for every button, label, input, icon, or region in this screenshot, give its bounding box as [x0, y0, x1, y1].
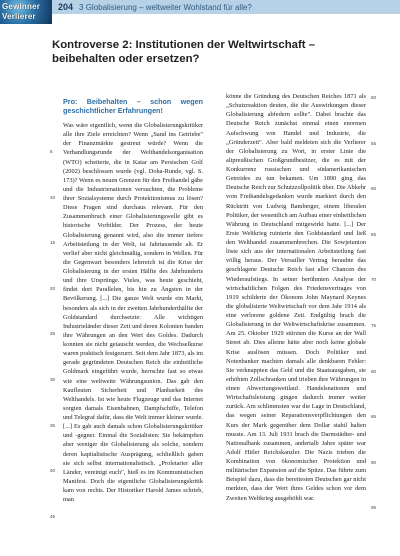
line-number: 60 — [371, 186, 377, 192]
left-column-text: Was wäre eigentlich, wenn die Globalisierungskritiker alle ihre Ziele erreichten? Wenn „Sand ins Getriebe" der Finanzmärkte gestreut würde? Wenn die Verhandlungsrunde der Welthandelsorganisation (WTO) scheiterte, die in Katar am Persischen Golf (2002) beschlossen wurde (vgl. Doha-Runde, vgl. S. 173)? Wenn es neuen Grenzen für den Freihandel gäbe und die Industrienationen versuchten, die Probleme ihrer Sozialsysteme durch Protektionismus zu lösen? Diese Fragen sind durchaus relevant. Für den Zusammenbruch einer Globalisierungswelle gibt es historische Vorbilder. Der Prozess, der heute Globalisierung genannt wird, also die immer tiefere Arbeitsteilung in der Welt, ist Jahrtausende alt. Er verlief aber nicht gleichmäßig, sondern in Wellen. Für die Gegenwart besonders lehrreich ist die Krise der Globalisierung in der ersten Hälfte des Jahrhunderts und ihre Ursprünge. Vieles, was heute geschieht, findet dort Parallelen, bis hin zu Ängsten in der Bevölkerung. [...] Die ganze Welt wurde ein Markt, besonders als sich in der zweiten Jahrhunderthälfte der Goldstandard durchsetzte: Alle wichtigen Industrieländer dieser Zeit und deren Kolonien banden ihre Währungen an den Wert des Goldes. Dadurch konnten sie nicht getauscht werden, die Wechselkurse waren praktisch festgezurrt. Seit dem Jahr 1873, als im gerade gegründeten Deutschen Reich die einheitliche Goldmark eingeführt wurde, herrschte fast so etwas wie eine weltweite Währungsunion. Das gab den Kaufleuten Sicherheit und Planbarkeit des Welthandels. Ist wie heute Flugzeuge und das Internet sorgten damals Eisenbahnen, Dampfschiffe, Telefon und Telegraf dafür, dass die Welt immer kleiner wurde. [...] Es gab auch damals schon Globalisierungskritiker und -gegner. Einmal die Sozialisten: Sie bekämpften aber weniger die Globalisierung als solche, sondern deren kapitalistische Ausprägung, schließlich gaben sie sich selbst internationalistisch. „Proletarier aller Länder, vereinigt euch", hieß es im Kommunistischen Manifest. Doch die eigentliche Globalisierungskritik kam von rechts. Der Historiker Harold James schrieb, man — [63, 122, 203, 504]
line-number: 85 — [371, 414, 377, 420]
logo-line-1: Gewinner — [2, 2, 41, 11]
line-number: 80 — [371, 368, 377, 374]
section-subheading: Pro: Beibehalten – schon wegen geschichtlicher Erfahrungen! — [63, 97, 203, 115]
page-title: Kontroverse 2: Institutionen der Weltwirtschaft – beibehalten oder ersetzen? — [52, 39, 316, 65]
line-number: 25 — [50, 331, 56, 337]
line-number: 90 — [371, 459, 377, 465]
line-number: 45 — [50, 513, 56, 519]
line-number: 95 — [371, 505, 377, 511]
line-number: 20 — [50, 285, 56, 291]
right-column — [226, 92, 366, 503]
line-number: 35 — [50, 422, 56, 428]
line-number: 65 — [371, 231, 377, 237]
chapter-bar — [52, 0, 400, 14]
line-number: 40 — [50, 468, 56, 474]
line-number: 30 — [50, 377, 56, 382]
line-number: 15 — [50, 240, 56, 246]
line-number: 55 — [371, 140, 377, 146]
line-number: 10 — [50, 194, 56, 200]
line-number: 5 — [50, 149, 53, 154]
line-number: 70 — [371, 277, 377, 283]
logo-line-2: Verlierer — [2, 12, 36, 21]
chapter-title: 3 Globalisierung – weltweiter Wohlstand für alle? — [79, 2, 252, 12]
right-column-text: könne die Gründung des Deutschen Reiches 1871 als „Schutzreaktion deuten, die die Auswirkungen dieser Globalisierung abfedern sollte". Dabei brachte das Deutsche Reich zunächst einmal einen enormen Aufschwung von Handel und Industrie, die „Gründerzeit". Aber bald meldeten sich die Verlierer der Globalisierung zu Wort, in erster Linie die altpreußischen Großgrundbesitzer, die es mit der Konkurrenz russischen und südamerikanischen Getreides zu tun bekamen. Um 1890 ging das Deutsche Reich zur Schutzzollpolitik über. Die Abkehr vom Freihandelsgedanken wurde markiert durch den Rücktritt von Ludwig Bamberger, einem liberalen Politiker, der wesentlich am Aufbau einer einheitlichen Währung in Deutschland mitgewirkt hatte. [...] Der Erste Weltkrieg ruinierte den Goldstandard und ließ den Welthandel zusammenbrechen. Die Sowjetunion löste sich aus der internationalen Arbeitsteilung fast völlig heraus. Der Versailler Vertrag beraubte das geschlagene Deutsche Reich fast aller Chancen des Wiederaufstiegs. In seiner berühmten Analyse der wirtschaftlichen Folgen des Friedensvertrages von 1919 schilderte der Ökonom John Maynard Keynes die globalisierte Weltwirtschaft vor dem Jahr 1914 als eine verlorene goldene Zeit. Endgültig brach die Globalisierung in der Weltwirtschaftskrise zusammen. Am 25. Oktober 1929 stürzten die Kurse an der Wall Street ab. Dies alleine hätte aber noch keine globale Krise auslösen müssen. Doch Politiker und Notenbanker machten damals alle denkbaren Fehler: Sie verknappten das Geld und die Staatsausgaben, sie erhöhten Zollschranken und trieben ihre Währungen in einen Abwertungswettlauf. Handelsnationen und Wirtschaftsleistung gingen dadurch immer weiter zurück. Am schlimmsten war die Lage in Deutschland, das wegen seiner Reparationsverpflichtungen den Kurs der Mark gegenüber dem Dollar stabil halten musste. Am 13. Juli 1931 brach die Darmstädter- und Nationalbank zusammen, andertalb Jahre später war Adolf Hitler Reichskanzler. Die Nazis trieben die Kombination von ökonomischer Protektion und militärischer Expansion auf die Spitze. Das führte zum Beispiel dazu, dass die bereitesten Deutschen gar nicht merkten, dass der Wert ihres Geldes schon vor dem Zweiten Weltkrieg ausgehöhlt war. — [226, 93, 366, 502]
left-column — [63, 97, 203, 504]
page-number: 204 — [58, 2, 74, 12]
line-number: 75 — [371, 323, 377, 328]
line-number: 50 — [371, 95, 377, 100]
gewinner-verlierer-logo — [0, 0, 52, 24]
page-header — [0, 0, 400, 24]
